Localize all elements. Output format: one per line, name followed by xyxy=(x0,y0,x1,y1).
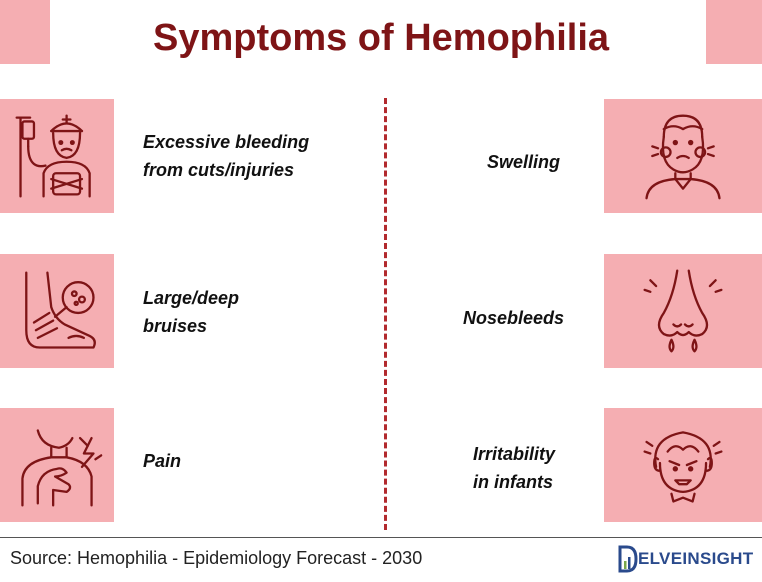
label-swelling: Swelling xyxy=(487,152,561,172)
tile-bruises xyxy=(0,254,114,368)
logo-wordmark: ELVEINSIGHT xyxy=(638,549,754,568)
shoulder-pain-icon xyxy=(9,417,105,513)
label-bruises: Large/deep bruises xyxy=(143,288,240,336)
page-title: Symptoms of Hemophilia xyxy=(152,17,610,59)
delveinsight-d-icon xyxy=(618,544,638,574)
swollen-face-icon xyxy=(635,108,731,204)
delveinsight-logo xyxy=(618,544,753,574)
tile-nosebleeds xyxy=(604,254,762,368)
irritable-infant-icon xyxy=(635,417,731,513)
label-irritability: Irritability in infants xyxy=(473,444,556,492)
footer-rule xyxy=(0,537,762,538)
source-citation: Source: Hemophilia - Epidemiology Forecast - 2030 xyxy=(10,548,423,568)
label-nosebleeds: Nosebleeds xyxy=(463,308,565,328)
injured-patient-iv-icon xyxy=(9,108,105,204)
bruised-foot-icon xyxy=(9,263,105,359)
label-excessive-bleeding: Excessive bleeding from cuts/injuries xyxy=(143,132,310,180)
tile-excessive-bleeding xyxy=(0,99,114,213)
tile-pain xyxy=(0,408,114,522)
center-divider xyxy=(384,98,387,530)
tile-irritability xyxy=(604,408,762,522)
label-pain: Pain xyxy=(143,451,182,471)
nosebleed-icon xyxy=(635,263,731,359)
tile-swelling xyxy=(604,99,762,213)
